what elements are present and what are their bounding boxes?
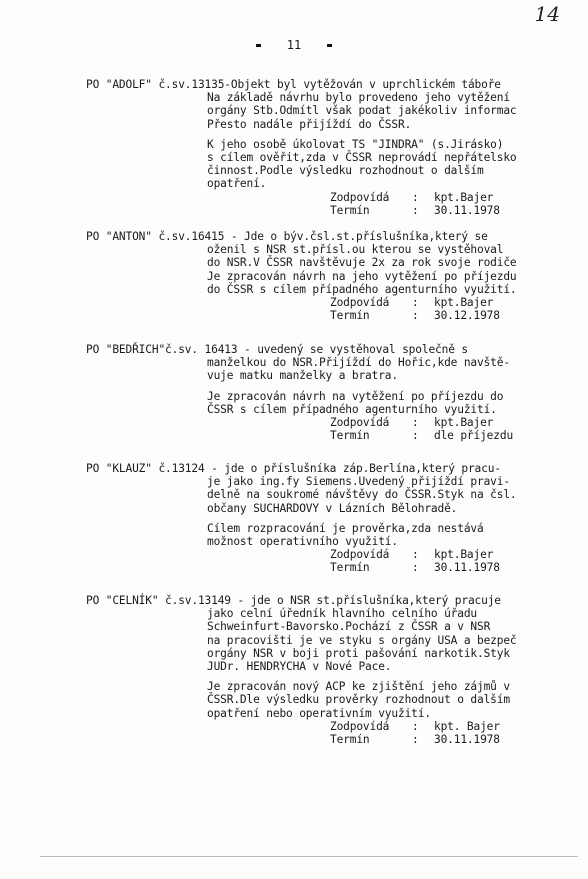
page-bottom-edge xyxy=(40,856,578,857)
responsible-row xyxy=(86,416,576,429)
responsible-label: Zodpovídá xyxy=(330,190,390,204)
entry-text-line: možnost operativního využití. xyxy=(207,535,398,549)
record-entry xyxy=(86,78,576,217)
deadline-value: 30.11.1978 xyxy=(434,733,500,747)
entry-text-line: Schweinfurt-Bavorsko.Pochází z ČSSR a v NSR xyxy=(207,620,491,634)
entry-text-line: občany SUCHARDOVY v Lázních Bělohradě. xyxy=(207,501,458,515)
deadline-value: 30.11.1978 xyxy=(434,561,500,575)
entry-text-line: orgány NSR v boji proti pašování narkotik.Styk xyxy=(207,646,510,660)
entry-text-line: jako celní úředník hlavního celního úřadu xyxy=(207,607,478,621)
entry-text-line: je jako ing.fy Siemens.Uvedený přijíždí pravi- xyxy=(207,475,510,489)
deadline-row xyxy=(86,733,576,746)
responsible-label: Zodpovídá xyxy=(330,719,390,733)
entry-text-line: Na základě návrhu bylo provedeno jeho vytěžení xyxy=(207,91,510,105)
record-entry xyxy=(86,462,576,575)
entry-text-line: ČSSR s cílem případného agenturního využití. xyxy=(207,402,497,416)
deadline-colon: : xyxy=(412,561,419,575)
page-number-dash-right xyxy=(327,44,332,47)
entry-heading-line: PO "KLAUZ" č.13124 - jde o příslušníka záp.Berlína,který pracu- xyxy=(86,462,501,475)
entry-text-line: Je zpracován návrh na vytěžení po příjezdu do xyxy=(207,389,504,403)
responsible-label: Zodpovídá xyxy=(330,548,390,562)
entry-text-line: činnost.Podle výsledku rozhodnout o dalším xyxy=(207,164,484,178)
entry-heading-line: PO "ANTON" č.sv.16415 - Jde o býv.čsl.st.příslušníka,který se xyxy=(86,230,488,243)
responsible-value: kpt.Bajer xyxy=(434,416,494,430)
paragraph-gap xyxy=(86,131,576,138)
entry-heading-line: PO "CELNÍK" č.sv.13149 - jde o NSR st.příslušníka,který pracuje xyxy=(86,594,501,607)
entry-text-line: manželkou do NSR.Přijíždí do Hořic,kde navště- xyxy=(207,356,510,370)
entry-text-line: oženil s NSR st.přísl.ou kterou se vystěhoval xyxy=(207,243,504,257)
deadline-label: Termín xyxy=(330,309,370,323)
deadline-row xyxy=(86,309,576,322)
paragraph-gap xyxy=(86,673,576,680)
entry-text-line: Je zpracován návrh na jeho vytěžení po příjezdu xyxy=(207,269,517,283)
page-number-dash-left xyxy=(256,44,261,47)
deadline-value: dle příjezdu xyxy=(434,429,514,443)
responsible-colon: : xyxy=(412,190,419,204)
deadline-row xyxy=(86,204,576,217)
responsible-value: kpt.Bajer xyxy=(434,548,494,562)
entry-text-line: do ČSSR s cílem případného agenturního využití. xyxy=(207,282,517,296)
responsible-row xyxy=(86,720,576,733)
entry-text-line: orgány Stb.Odmítl však podat jakékoliv informac xyxy=(207,104,517,118)
deadline-value: 30.11.1978 xyxy=(434,203,500,217)
record-entry xyxy=(86,343,576,442)
responsible-colon: : xyxy=(412,416,419,430)
paragraph-gap xyxy=(86,383,576,390)
deadline-label: Termín xyxy=(330,203,370,217)
responsible-value: kpt.Bajer xyxy=(434,190,494,204)
responsible-colon: : xyxy=(412,548,419,562)
responsible-colon: : xyxy=(412,296,419,310)
entry-text-line: vuje matku manželky a bratra. xyxy=(207,369,398,383)
entry-text-line: JUDr. HENDRYCHA v Nové Pace. xyxy=(207,660,392,674)
responsible-row xyxy=(86,191,576,204)
deadline-row xyxy=(86,561,576,574)
entry-text-line: opatření nebo operativním využití. xyxy=(207,706,431,720)
responsible-value: kpt.Bajer xyxy=(434,296,494,310)
deadline-colon: : xyxy=(412,733,419,747)
paragraph-gap xyxy=(86,515,576,522)
entry-text-line: ČSSR.Dle výsledku prověrky rozhodnout o dalším xyxy=(207,693,510,707)
deadline-label: Termín xyxy=(330,561,370,575)
responsible-row xyxy=(86,548,576,561)
deadline-row xyxy=(86,429,576,442)
page-number xyxy=(0,38,588,52)
handwritten-folio-number: 14 xyxy=(534,2,560,26)
entry-heading-line: PO "ADOLF" č.sv.13135-Objekt byl vytěžován v uprchlickém táboře xyxy=(86,78,501,91)
page-number-text: 11 xyxy=(286,38,302,52)
entry-text-line: Je zpracován nový ACP ke zjištění jeho zájmů v xyxy=(207,680,510,694)
record-entry xyxy=(86,594,576,746)
responsible-row xyxy=(86,296,576,309)
deadline-colon: : xyxy=(412,309,419,323)
responsible-value: kpt. Bajer xyxy=(434,719,500,733)
entry-text-line: opatření. xyxy=(207,177,267,191)
entry-text-line: Přesto nadále přijíždí do ČSSR. xyxy=(207,117,412,131)
deadline-colon: : xyxy=(412,429,419,443)
responsible-label: Zodpovídá xyxy=(330,296,390,310)
entry-text-line: delně na soukromé návštěvy do ČSSR.Styk na čsl. xyxy=(207,488,517,502)
deadline-label: Termín xyxy=(330,429,370,443)
entry-text-line: K jeho osobě úkolovat TS "JINDRA" (s.Jirásko) xyxy=(207,137,504,151)
entry-text-line: s cílem ověřit,zda v ČSSR neprovádí nepřátelsko xyxy=(207,151,517,165)
entry-heading-line: PO "BEDŘICH"č.sv. 16413 - uvedený se vystěhoval společně s xyxy=(86,343,468,356)
entry-text-line: na pracovišti je ve styku s orgány USA a bezpeč xyxy=(207,633,517,647)
deadline-colon: : xyxy=(412,203,419,217)
responsible-colon: : xyxy=(412,719,419,733)
entry-text-line: do NSR.V ČSSR navštěvuje 2x za rok svoje rodiče xyxy=(207,256,517,270)
responsible-label: Zodpovídá xyxy=(330,416,390,430)
deadline-value: 30.12.1978 xyxy=(434,309,500,323)
record-entry xyxy=(86,230,576,322)
entry-text-line: Cílem rozpracování je prověrka,zda nestává xyxy=(207,521,484,535)
deadline-label: Termín xyxy=(330,733,370,747)
